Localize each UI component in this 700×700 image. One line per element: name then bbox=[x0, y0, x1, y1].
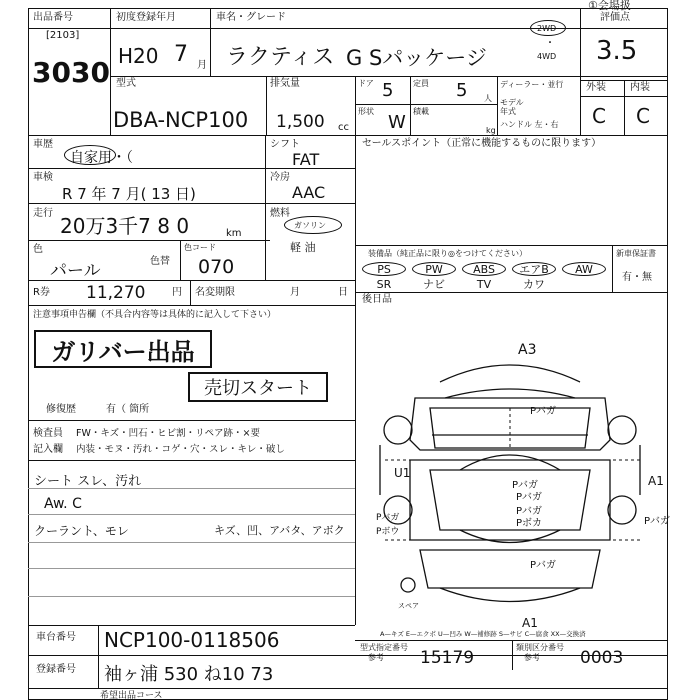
type-designation-value: 15179 bbox=[420, 648, 475, 668]
class-value: 0003 bbox=[580, 648, 624, 668]
divider bbox=[28, 135, 668, 136]
ruled-line bbox=[28, 568, 355, 569]
lot-sub: [2103] bbox=[46, 30, 80, 41]
model-year-label: モデル bbox=[500, 98, 524, 107]
diagram-top-label: A3 bbox=[518, 342, 537, 358]
divider bbox=[110, 76, 668, 77]
equipment-row-1 bbox=[362, 262, 612, 276]
damage-mark: Pボカ bbox=[516, 518, 543, 529]
equipment-label: 装備品（純正品に限り◎をつけてください） bbox=[368, 249, 527, 258]
divider bbox=[28, 420, 355, 421]
equipment-item: PS bbox=[362, 262, 406, 276]
color-code-value: 070 bbox=[198, 256, 235, 278]
divider bbox=[28, 688, 668, 689]
equipment-item: TV bbox=[476, 278, 492, 291]
damage-mark: Pバガ bbox=[516, 506, 543, 517]
dealer-label: ディーラー・並行 bbox=[500, 80, 564, 89]
gulliver-stamp bbox=[34, 330, 212, 368]
exterior-label: 外装 bbox=[586, 82, 606, 93]
shape-value: W bbox=[388, 112, 406, 133]
inspector-text: FW・キズ・凹石・ヒビ割・リペア跡・×要 bbox=[76, 428, 260, 439]
recycle-label: R券 bbox=[33, 287, 50, 298]
displacement-unit: cc bbox=[338, 122, 349, 133]
lot-label: 出品番号 bbox=[33, 12, 73, 23]
gulliver-stamp-text: ガリバー出品 bbox=[51, 337, 195, 366]
divider bbox=[180, 240, 181, 280]
chassis-label: 車台番号 bbox=[36, 632, 76, 643]
cert-label: 新車保証書 bbox=[616, 249, 656, 258]
interior-value: C bbox=[636, 104, 650, 128]
repair-value: 有（ 箇所 bbox=[106, 404, 150, 415]
damage-mark: Pボウ bbox=[376, 527, 400, 537]
repair-label: 修復歴 bbox=[46, 404, 76, 415]
divider bbox=[512, 640, 513, 670]
first-reg-label: 初度登録年月 bbox=[116, 12, 176, 23]
divider bbox=[28, 460, 355, 461]
mileage-unit: km bbox=[226, 228, 242, 239]
displacement-value: 1,500 bbox=[276, 112, 325, 132]
capacity-value: 5 bbox=[456, 80, 468, 101]
divider bbox=[28, 28, 668, 29]
later-items-label: 後日品 bbox=[362, 294, 392, 305]
divider bbox=[624, 80, 625, 135]
color-label: 色 bbox=[33, 244, 43, 255]
divider bbox=[355, 292, 668, 293]
eval-label: 評価点 bbox=[600, 12, 630, 23]
ruled-line bbox=[28, 596, 355, 597]
inspector-label: 検査員 bbox=[33, 428, 63, 439]
title-deadline-label: 名変期限 bbox=[195, 287, 235, 298]
damage-mark: Pバガ bbox=[516, 492, 543, 503]
fuel-gasoline: ガソリン bbox=[294, 221, 326, 230]
cooler-value: AAC bbox=[292, 183, 326, 202]
spare-label: スペア bbox=[398, 602, 419, 610]
diagram-bottom-label: A1 bbox=[522, 616, 538, 630]
divider bbox=[497, 76, 498, 135]
class-ref: 参考 bbox=[524, 653, 540, 662]
equipment-item: カワ bbox=[523, 278, 545, 291]
equipment-item: SR bbox=[376, 278, 392, 291]
notes-label: 注意事項申告欄（不具合内容等は具体的に記入して下さい） bbox=[33, 310, 277, 320]
divider bbox=[190, 280, 191, 305]
divider bbox=[612, 245, 613, 292]
equipment-item: エアB bbox=[512, 262, 556, 276]
cert-value: 有・無 bbox=[622, 272, 652, 283]
note-line-1: シート スレ、汚れ bbox=[34, 474, 142, 489]
capacity-label: 定員 bbox=[413, 79, 429, 88]
shift-label: シフト bbox=[270, 139, 300, 150]
legend: A—キズ E—エクボ U—凹み W—補修跡 S—サビ C—腐食 XX—交換済 bbox=[380, 630, 586, 638]
plate-label: 登録番号 bbox=[36, 664, 76, 675]
diagram-right2-label: Pバガ bbox=[644, 516, 671, 527]
divider bbox=[410, 76, 411, 135]
lot-number: 3030 bbox=[32, 56, 110, 89]
start-stamp bbox=[188, 372, 328, 402]
recycle-unit: 円 bbox=[172, 287, 182, 298]
damage-mark: Pバガ bbox=[530, 560, 557, 571]
drive-dot: ・ bbox=[545, 38, 555, 49]
car-name: ラクティス bbox=[226, 45, 335, 70]
note-line-3b: キズ、凹、アバタ、アボク bbox=[214, 524, 345, 537]
equipment-item: ナビ bbox=[423, 278, 445, 291]
model-value: DBA-NCP100 bbox=[113, 108, 249, 132]
year-label: 年式 bbox=[500, 107, 516, 116]
note-line-3: クーラント、モレ bbox=[34, 524, 129, 538]
start-stamp-text: 売切スタート bbox=[204, 378, 312, 399]
divider bbox=[28, 625, 355, 626]
history-value: 自家用・（ bbox=[70, 150, 133, 166]
divider bbox=[210, 8, 211, 76]
month-unit: 月 bbox=[197, 60, 207, 71]
mileage-label: 走行 bbox=[33, 208, 53, 219]
damage-mark: Pバガ bbox=[376, 513, 400, 523]
fuel-label: 燃料 bbox=[270, 208, 290, 219]
divider bbox=[28, 240, 270, 241]
divider bbox=[28, 305, 355, 306]
type-designation-ref: 参考 bbox=[368, 653, 384, 662]
note-line-2: Aw. C bbox=[44, 496, 82, 512]
divider bbox=[355, 135, 356, 305]
fuel-diesel: 軽 油 bbox=[290, 241, 316, 254]
shift-value: FAT bbox=[292, 150, 320, 169]
entry-text: 内装・モヌ・汚れ・コゲ・穴・スレ・キレ・破し bbox=[76, 444, 285, 455]
first-reg-month: 7 bbox=[174, 42, 188, 67]
drive-2wd: 2WD bbox=[537, 24, 557, 33]
inspection-label: 車検 bbox=[33, 172, 53, 183]
grade: G Sパッケージ bbox=[346, 46, 487, 70]
recycle-value: 11,270 bbox=[86, 283, 146, 303]
doors-label: ドア bbox=[358, 79, 374, 88]
interior-label: 内装 bbox=[630, 82, 650, 93]
color-value: パール bbox=[50, 261, 101, 281]
color-code-label: 色コード bbox=[184, 243, 216, 252]
equipment-item: ABS bbox=[462, 262, 506, 276]
ruled-line bbox=[28, 514, 355, 515]
divider bbox=[355, 76, 356, 135]
deadline-month: 月 bbox=[290, 287, 300, 298]
divider bbox=[266, 76, 267, 135]
history-label: 車歴 bbox=[33, 139, 53, 150]
inspection-value: R 7 年 7 月( 13 日) bbox=[62, 185, 196, 203]
model-label: 型式 bbox=[116, 78, 136, 89]
deadline-day: 日 bbox=[338, 287, 348, 298]
class-label: 類別区分番号 bbox=[516, 643, 564, 652]
chassis-value: NCP100-0118506 bbox=[104, 628, 280, 652]
equipment-item: AW bbox=[562, 262, 606, 276]
bottom-cut-label: 希望出品コース bbox=[100, 691, 163, 700]
diagram-left-label: U1 bbox=[394, 466, 411, 480]
venue-note: ①会場扱 bbox=[588, 0, 631, 12]
first-reg-era: H20 bbox=[118, 44, 159, 68]
mileage-value: 20万3千7 8 0 bbox=[60, 214, 190, 238]
divider bbox=[265, 135, 266, 280]
drive-4wd: 4WD bbox=[537, 52, 557, 61]
divider bbox=[28, 655, 668, 656]
name-label: 車名・グレード bbox=[216, 12, 286, 23]
shape-label: 形状 bbox=[358, 107, 374, 116]
divider bbox=[110, 8, 111, 135]
divider bbox=[580, 8, 581, 135]
equipment-row-2 bbox=[362, 278, 612, 292]
divider bbox=[355, 104, 497, 105]
divider bbox=[355, 305, 356, 625]
load-unit: kg bbox=[486, 126, 496, 135]
ruled-line bbox=[28, 542, 355, 543]
color-change-label: 色替 bbox=[150, 256, 170, 267]
divider bbox=[355, 245, 668, 246]
divider bbox=[98, 625, 99, 688]
plate-value: 袖ヶ浦 530 ね10 73 bbox=[104, 664, 274, 685]
damage-mark: Pバガ bbox=[530, 406, 557, 417]
type-designation-label: 型式指定番号 bbox=[360, 643, 408, 652]
load-label: 積載 bbox=[413, 107, 429, 116]
sales-point-label: セールスポイント（正常に機能するものに限ります） bbox=[362, 138, 602, 149]
capacity-unit: 人 bbox=[484, 94, 492, 103]
doors-value: 5 bbox=[382, 80, 394, 101]
entry-label: 記入欄 bbox=[33, 444, 63, 455]
cooler-label: 冷房 bbox=[270, 172, 290, 183]
handle-label: ハンドル 左・右 bbox=[500, 120, 559, 129]
exterior-value: C bbox=[592, 104, 606, 128]
damage-mark: Pバガ bbox=[512, 480, 539, 491]
displacement-label: 排気量 bbox=[270, 78, 300, 89]
diagram-right-label: A1 bbox=[648, 474, 664, 488]
equipment-item: PW bbox=[412, 262, 456, 276]
eval-value: 3.5 bbox=[596, 36, 638, 66]
